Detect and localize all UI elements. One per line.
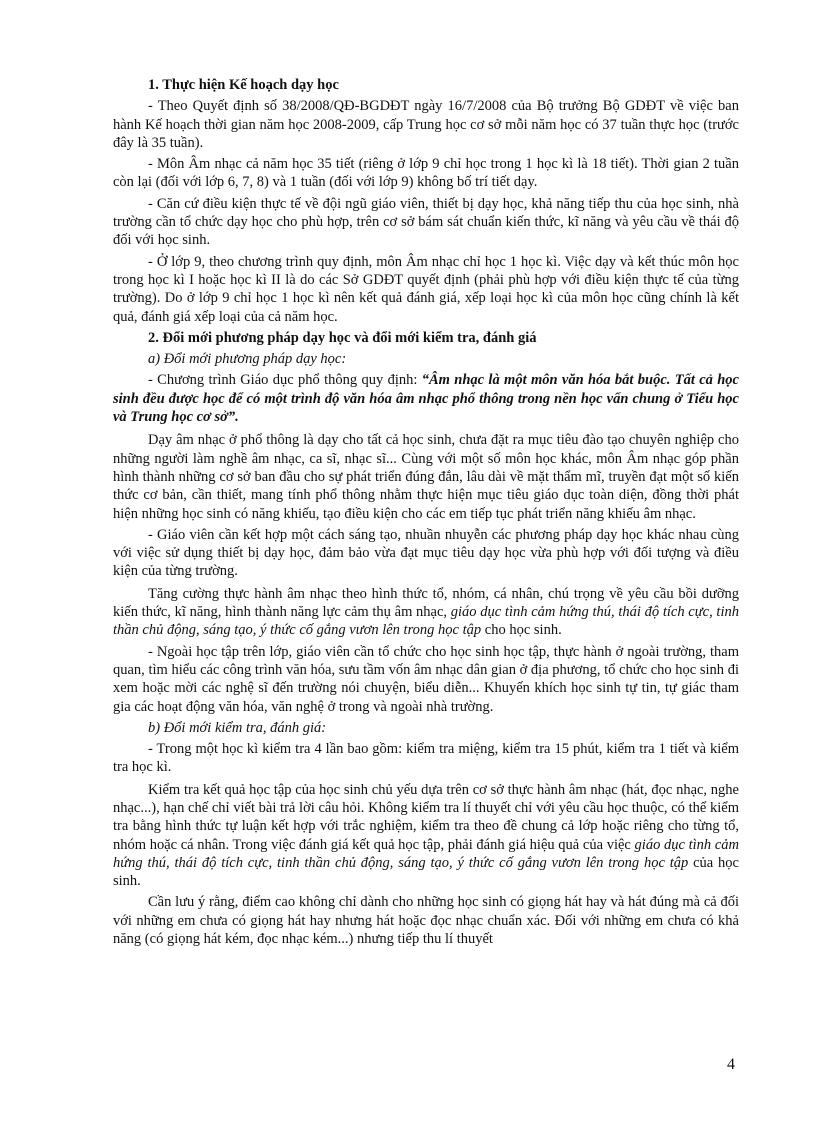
paragraph: Cần lưu ý rằng, điểm cao không chỉ dành cho những học sinh có giọng hát hay và hát đúng mà cả đối với những em chưa có giọng hát hay nhưng hát hoặc đọc nhạc chuẩn xác. Đối với những em chưa có khả năng (có giọng hát kém, đọc nhạc kém...) nhưng tiếp thu lí thuyết bbox=[113, 894, 739, 948]
paragraph bbox=[113, 781, 739, 891]
subsection-b-heading: b) Đổi mới kiểm tra, đánh giá: bbox=[148, 719, 327, 736]
paragraph: - Căn cứ điều kiện thực tế về đội ngũ giáo viên, thiết bị dạy học, khả năng tiếp thu của học sinh, nhà trường cần tổ chức dạy học cho phù hợp, trên cơ sở bám sát chuẩn kiến thức, kĩ năng và yêu cầu về thái độ đối với học sinh. bbox=[113, 195, 739, 249]
paragraph bbox=[113, 371, 739, 426]
paragraph: - Môn Âm nhạc cả năm học 35 tiết (riêng ở lớp 9 chỉ học trong 1 học kì là 18 tiết). Thời gian 2 tuần còn lại (đối với lớp 6, 7, 8) và 1 tuần (đối với lớp 9) không bố trí tiết dạy. bbox=[113, 156, 739, 191]
page-number: 4 bbox=[727, 1056, 735, 1073]
subsection-a-heading: a) Đổi mới phương pháp dạy học: bbox=[148, 351, 347, 368]
section-1-heading: 1. Thực hiện Kế hoạch dạy học bbox=[148, 77, 339, 93]
paragraph: Dạy âm nhạc ở phổ thông là dạy cho tất cả học sinh, chưa đặt ra mục tiêu đào tạo chuyên nghiệp cho những người làm nghề âm nhạc, ca sĩ, nhạc sĩ... Cùng với một số môn học khác, môn Âm nhạc góp phần hình thành những cơ sở ban đầu cho sự phát triển đúng đắn, lâu dài về mặt thẩm mĩ, truyền đạt một số kiến thức cơ bản, cần thiết, mang tính phổ thông nhằm thực hiện mục tiêu giáo dục toàn diện, đồng thời phát hiện những học sinh có năng khiếu, tạo điều kiện cho các em tiếp tục phát triển năng khiếu âm nhạc. bbox=[113, 432, 739, 522]
paragraph-lead: - Chương trình Giáo dục phổ thông quy định: bbox=[148, 372, 422, 389]
paragraph-lead: Tăng cường thực hành âm nhạc theo hình thức tổ, nhóm, cá nhân, chú trọng về yêu cầu bồi dưỡng kiến thức, kĩ năng, hình thành năng lực cảm thụ âm nhạc, bbox=[113, 585, 739, 621]
paragraph: - Ngoài học tập trên lớp, giáo viên cần tổ chức cho học sinh học tập, thực hành ở ngoài trường, tham quan, tìm hiểu các công trình văn hóa, sưu tầm vốn âm nhạc dân gian ở địa phương, tổ chức cho học sinh đi xem hoặc mời các nghệ sĩ đến trường nói chuyện, biểu diễn... Khuyến khích học sinh tự tin, tự giác tham gia các hoạt động văn hóa, văn nghệ ở trong và ngoài nhà trường. bbox=[113, 643, 739, 715]
section-2-heading: 2. Đổi mới phương pháp dạy học và đổi mới kiểm tra, đánh giá bbox=[148, 329, 537, 346]
paragraph: - Theo Quyết định số 38/2008/QĐ-BGDĐT ngày 16/7/2008 của Bộ trưởng Bộ GDĐT về việc ban hành Kế hoạch thời gian năm học 2008-2009, cấp Trung học cơ sở mỗi năm học có 37 tuần thực học (trước đây là 35 tuần). bbox=[113, 98, 739, 151]
quote-emphasis: “Âm nhạc là một môn văn hóa bắt buộc. bbox=[421, 372, 671, 389]
paragraph: - Trong một học kì kiểm tra 4 lần bao gồm: kiểm tra miệng, kiểm tra 15 phút, kiểm tra 1 tiết và kiểm tra học kì. bbox=[113, 741, 739, 776]
paragraph: - Ở lớp 9, theo chương trình quy định, môn Âm nhạc chỉ học 1 học kì. Việc dạy và kết thúc môn học trong học kì I hoặc học kì II là do các Sở GDĐT quyết định (phải phù hợp với điều kiện thực tế của từng trường). Do ở lớp 9 chỉ học 1 học kì nên kết quả đánh giá, xếp loại học kì của môn học cũng chính là kết quả, đánh giá xếp loại của cả năm học. bbox=[113, 253, 739, 325]
paragraph-tail: của học sinh. bbox=[113, 854, 739, 890]
quote-continuation: Tất cả học sinh đều được học để có một trình độ văn hóa âm nhạc phổ thông trong nền học vấn chung ở Tiểu học và Trung học cơ sở”. bbox=[113, 372, 739, 426]
paragraph: - Giáo viên cần kết hợp một cách sáng tạo, nhuần nhuyễn các phương pháp dạy học khác nhau cùng với việc sử dụng thiết bị dạy học, đảm bảo vừa đạt mục tiêu dạy học vừa phù hợp với đối tượng và điều kiện của từng trường. bbox=[113, 526, 739, 580]
document-body bbox=[113, 76, 739, 948]
paragraph-lead: Kiểm tra kết quả học tập của học sinh chủ yếu dựa trên cơ sở thực hành âm nhạc (hát, đọc nhạc, nghe nhạc...), hạn chế chỉ viết bài trả lời câu hỏi. Không kiểm tra lí thuyết chỉ với yêu cầu học thuộc, có thể kiểm tra bằng hình thức tự luận kết hợp với trắc nghiệm, kiểm tra theo đề chung cả lớp hoặc riêng cho từng tổ, nhóm hoặc cá nhân. Trong việc đánh giá kết quả học tập, phải đánh giá hiệu quả của việc bbox=[113, 781, 739, 853]
emphasis-text: giáo dục tình cảm hứng thú, thái độ tích cực, tinh thần chủ động, sáng tạo, ý thức cố gắng vươn lên trong học tập bbox=[113, 604, 739, 639]
paragraph-tail: cho học sinh. bbox=[481, 622, 562, 639]
paragraph bbox=[113, 585, 739, 640]
emphasis-text: giáo dục tình cảm hứng thú, thái độ tích cực, tinh thần chủ động, sáng tạo, ý thức cố gắng vươn lên trong học tập bbox=[113, 836, 739, 871]
